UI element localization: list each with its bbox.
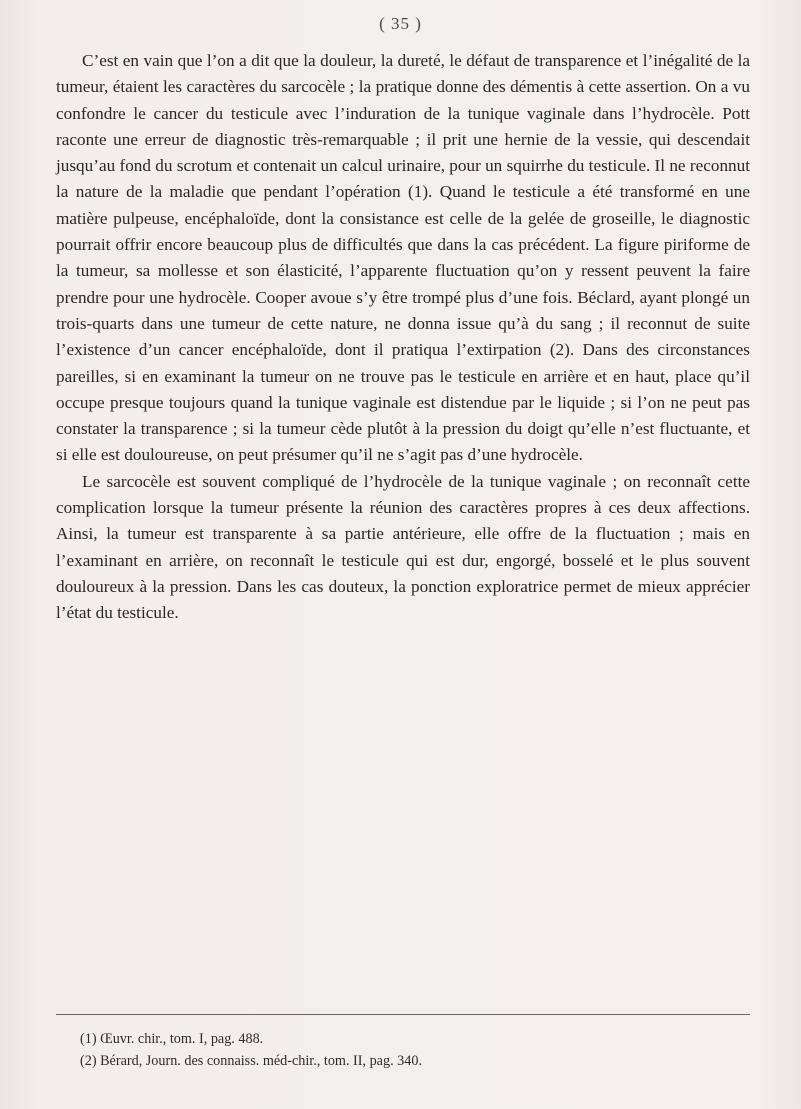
paragraph: C’est en vain que l’on a dit que la douleur, la dureté, le défaut de transparence et l’inégalité de la tumeur, étaient les caractères du sarcocèle ; la pratique donne des démentis à cette assertion. On a vu confondre le cancer du testicule avec l’induration de la tunique vaginale dans l’hydrocèle. Pott raconte une erreur de diagnostic très-remarquable ; il prit une hernie de la vessie, qui descendait jusqu’au fond du scrotum et contenait un calcul urinaire, pour un squirrhe du testicule. Il ne reconnut la nature de la maladie que pendant l’opération (1). Quand le testicule a été transformé en une matière pulpeuse, encéphaloïde, dont la consistance est celle de la gelée de groseille, le diagnostic pourrait offrir encore beaucoup plus de difficultés que dans la cas précédent. La figure piriforme de la tumeur, sa mollesse et son élasticité, l’apparente fluctuation qu’on y ressent peuvent la faire prendre pour une hydrocèle. Cooper avoue s’y être trompé plus d’une fois. Béclard, ayant plongé un trois-quarts dans une tumeur de cette nature, ne donna issue qu’à du sang ; il reconnut de suite l’existence d’un cancer encéphaloïde, dont il pratiqua l’extirpation (2). Dans des circonstances pareilles, si en examinant la tumeur on ne trouve pas le testicule en arrière et en haut, place qu’il occupe presque toujours quand la tunique vaginale est distendue par le liquide ; si l’on ne peut pas constater la transparence ; si la tumeur cède plutôt à la pression du doigt qu’elle n’est fluctuante, et si elle est douloureuse, on peut présumer qu’il ne s’agit pas d’une hydrocèle. [56, 51, 750, 465]
footnote: (1) Œuvr. chir., tom. I, pag. 488. [80, 1031, 264, 1047]
body-text [56, 48, 750, 627]
footnote: (2) Bérard, Journ. des connaiss. méd-chir., tom. II, pag. 340. [80, 1053, 422, 1069]
paragraph: Le sarcocèle est souvent compliqué de l’hydrocèle de la tunique vaginale ; on reconnaît cette complication lorsque la tumeur présente la réunion des caractères propres à ces deux affections. Ainsi, la tumeur est transparente à sa partie antérieure, elle offre de la fluctuation ; mais en l’examinant en arrière, on reconnaît le testicule qui est dur, engorgé, bosselé et le plus souvent douloureux à la pression. Dans les cas douteux, la ponction exploratrice permet de mieux apprécier l’état du testicule. [56, 471, 750, 623]
page-number: ( 35 ) [379, 14, 422, 33]
footnote-divider [56, 1014, 750, 1015]
footnotes [80, 1028, 720, 1072]
